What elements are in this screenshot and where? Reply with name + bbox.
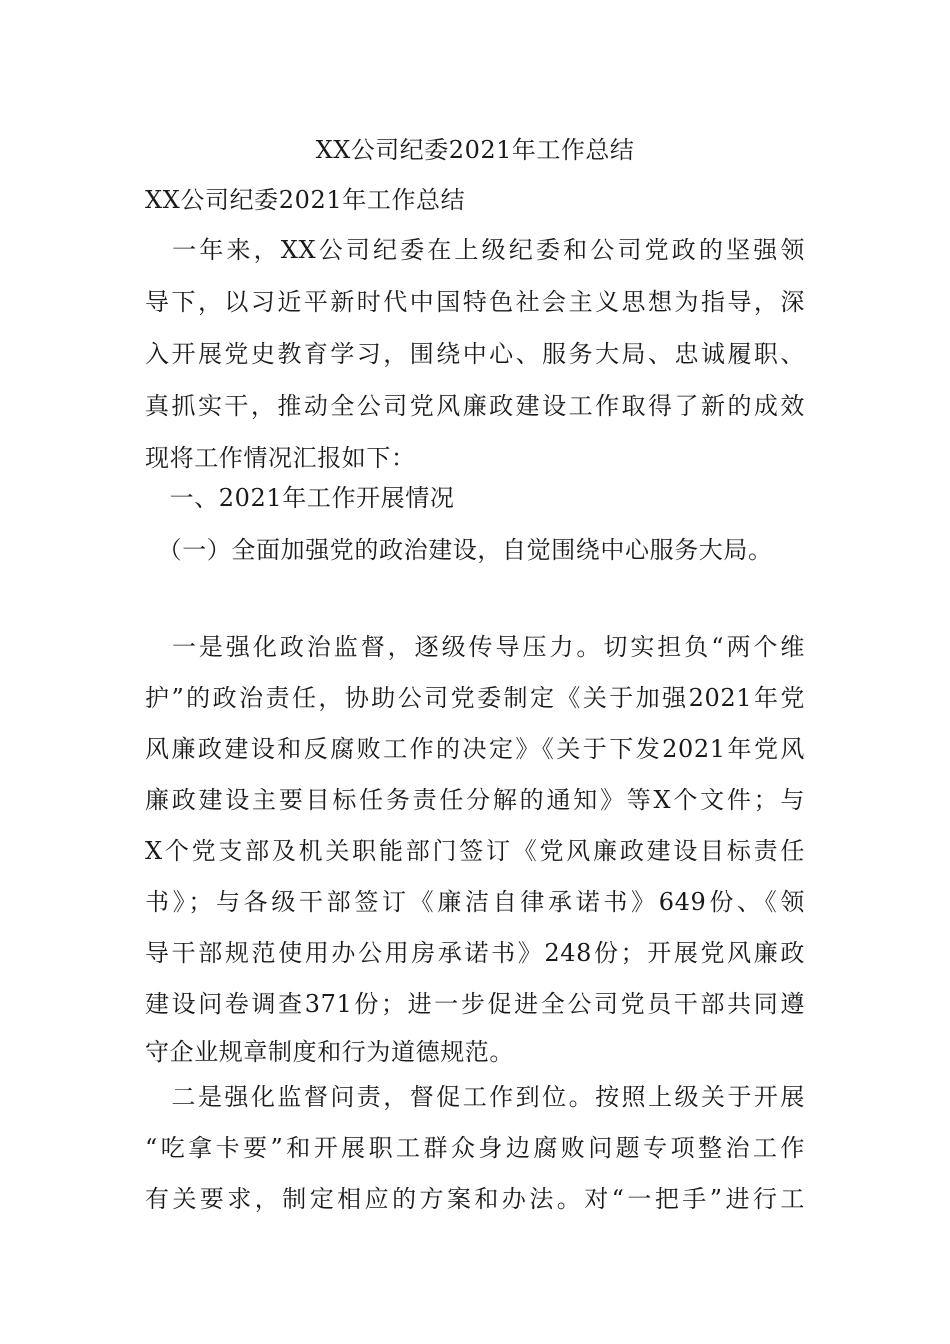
paragraph-line: 建设问卷调查371份；进一步促进全公司党员干部共同遵	[145, 990, 805, 1018]
paragraph-line: 真抓实干，推动全公司党风廉政建设工作取得了新的成效	[145, 392, 805, 420]
subsection-heading: （一）全面加强党的政治建设，自觉围绕中心服务大局。	[145, 536, 773, 564]
document-title: XX公司纪委2021年工作总结	[315, 136, 635, 164]
heading-line: XX公司纪委2021年工作总结	[145, 186, 466, 214]
paragraph-line: 有关要求，制定相应的方案和办法。对“一把手”进行工	[145, 1185, 805, 1213]
paragraph-line: 风廉政建设和反腐败工作的决定》《关于下发2021年党风	[145, 735, 805, 763]
paragraph-line: 守企业规章制度和行为道德规范。	[145, 1038, 514, 1066]
paragraph-line: 导下，以习近平新时代中国特色社会主义思想为指导，深	[145, 288, 805, 316]
paragraph-line: 一年来，XX公司纪委在上级纪委和公司党政的坚强领	[145, 236, 805, 264]
paragraph-line: 现将工作情况汇报如下：	[145, 444, 416, 472]
paragraph-line: 入开展党史教育学习，围绕中心、服务大局、忠诚履职、	[145, 340, 805, 368]
paragraph-line: “吃拿卡要”和开展职工群众身边腐败问题专项整治工作	[145, 1134, 805, 1162]
paragraph-line: 廉政建设主要目标任务责任分解的通知》等X个文件；与	[145, 786, 805, 814]
paragraph-line: 书》；与各级干部签订《廉洁自律承诺书》649份、《领	[145, 888, 805, 916]
paragraph-line: 二是强化监督问责，督促工作到位。按照上级关于开展	[145, 1083, 805, 1111]
paragraph-line: X个党支部及机关职能部门签订《党风廉政建设目标责任	[145, 837, 805, 865]
paragraph-line: 护”的政治责任，协助公司党委制定《关于加强2021年党	[145, 684, 805, 712]
section-heading: 一、2021年工作开展情况	[145, 484, 455, 512]
paragraph-line: 导干部规范使用办公用房承诺书》248份；开展党风廉政	[145, 939, 805, 967]
paragraph-line: 一是强化政治监督，逐级传导压力。切实担负“两个维	[145, 633, 805, 661]
